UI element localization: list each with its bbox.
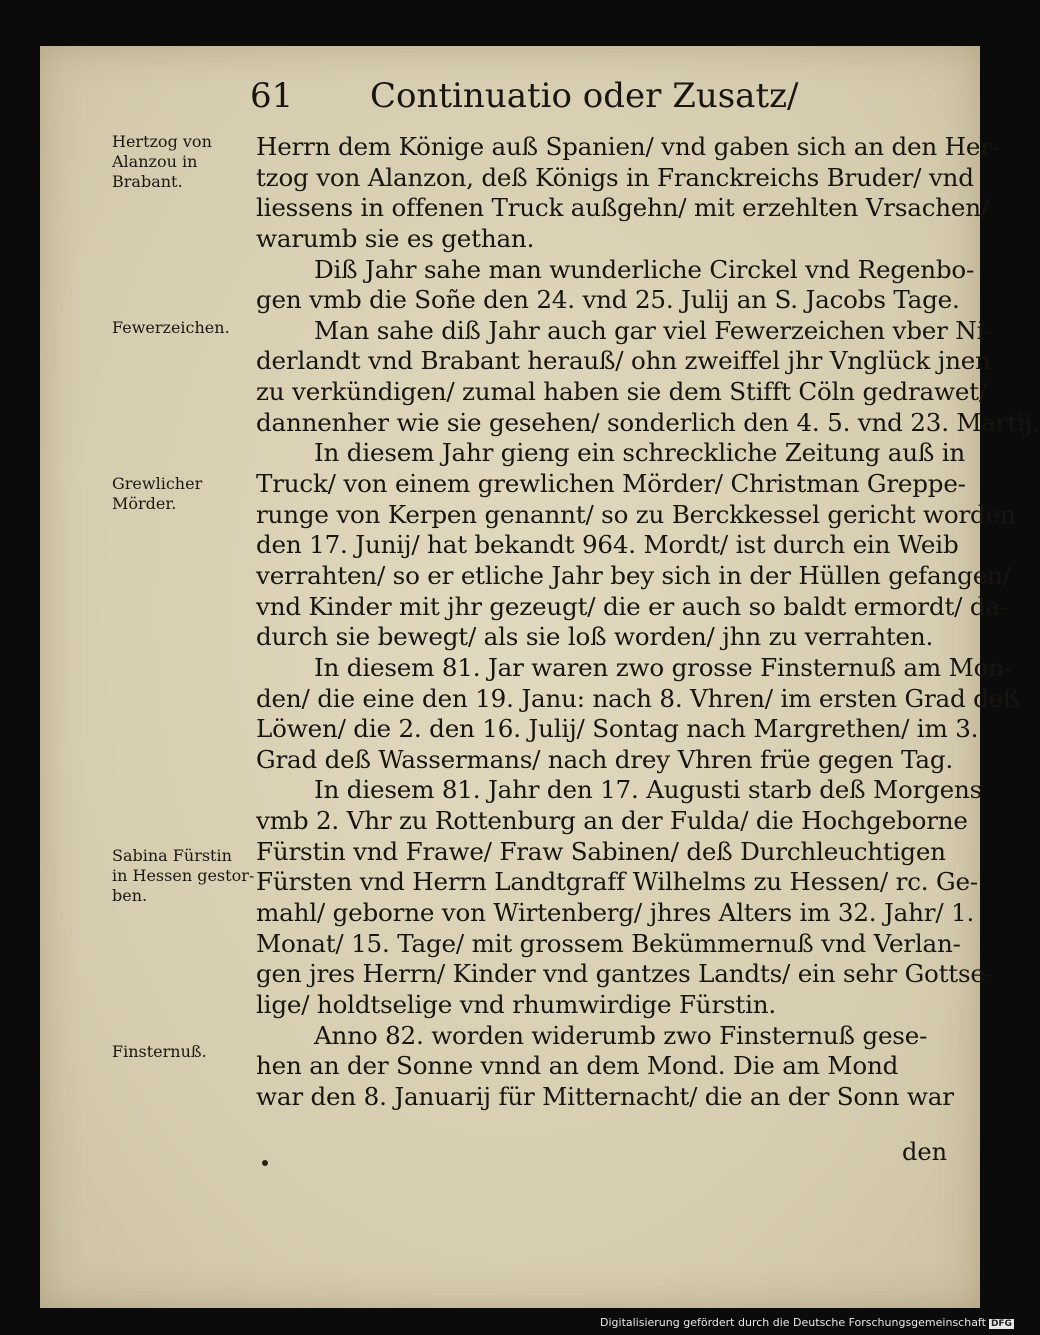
text-line: dannenher wie sie gesehen/ sonderlich den 4. 5. vnd 23. Martij. (256, 407, 1040, 437)
text-line: Monat/ 15. Tage/ mit grossem Bekümmernuß vnd Verlan- (256, 928, 961, 958)
margin-note-fewerzeichen (112, 318, 252, 338)
margin-note-alanzon (112, 132, 252, 192)
margin-note-line: Mörder. (112, 494, 177, 513)
margin-note-sabina (112, 846, 255, 906)
text-line: vnd Kinder mit jhr gezeugt/ die er auch so baldt ermordt/ da- (256, 591, 1008, 621)
text-line: Grad deß Wassermans/ nach drey Vhren früe gegen Tag. (256, 744, 953, 774)
margin-note-line: Grewlicher (112, 474, 203, 493)
digitization-footer (600, 1316, 1014, 1329)
margin-note-line: Brabant. (112, 172, 183, 191)
text-line: derlandt vnd Brabant herauß/ ohn zweiffel jhr Vnglück jnen (256, 346, 991, 376)
text-line: lige/ holdtselige vnd rhumwirdige Fürstin. (256, 989, 777, 1019)
text-line: gen vmb die Soñe den 24. vnd 25. Julij an S. Jacobs Tage. (256, 285, 960, 315)
margin-note-line: Fewerzeichen. (112, 318, 230, 337)
dfg-logo-icon: DFG (990, 1319, 1012, 1329)
page-header (250, 76, 799, 116)
margin-note-line: Hertzog von (112, 132, 212, 151)
text-line: warumb sie es gethan. (256, 223, 535, 253)
body-text (256, 132, 1040, 1113)
running-title: Continuatio oder Zusatz/ (370, 76, 799, 116)
margin-note-finsternuss (112, 1042, 252, 1062)
footer-credit: Digitalisierung gefördert durch die Deutsche Forschungsgemeinschaft (600, 1316, 986, 1329)
text-line: Anno 82. worden widerumb zwo Finsternuß gese- (314, 1020, 928, 1050)
text-line: In diesem Jahr gieng ein schreckliche Zeitung auß in (314, 438, 966, 468)
book-page (40, 46, 1040, 1308)
margin-note-line: in Hessen gestor- (112, 866, 255, 885)
margin-note-line: Sabina Fürstin (112, 846, 232, 865)
catchword: den (902, 1138, 948, 1166)
text-line: Truck/ von einem grewlichen Mörder/ Christman Greppe- (256, 469, 966, 499)
text-line: In diesem 81. Jahr den 17. Augusti starb deß Morgens (314, 775, 983, 805)
text-line: den 17. Junij/ hat bekandt 964. Mordt/ ist durch ein Weib (256, 530, 959, 560)
margin-note-line: Finsternuß. (112, 1042, 207, 1061)
text-line: hen an der Sonne vnnd an dem Mond. Die am Mond (256, 1051, 899, 1081)
text-line: vmb 2. Vhr zu Rottenburg an der Fulda/ die Hochgeborne (256, 806, 968, 836)
text-line: Löwen/ die 2. den 16. Julij/ Sontag nach Margrethen/ im 3. (256, 714, 979, 744)
text-line: In diesem 81. Jar waren zwo grosse Finsternuß am Mon- (314, 652, 1012, 682)
page-number: 61 (250, 76, 294, 116)
text-line: Fürsten vnd Herrn Landtgraff Wilhelms zu Hessen/ rc. Ge- (256, 867, 978, 897)
text-line: Diß Jahr sahe man wunderliche Circkel vnd Regenbo- (314, 254, 975, 284)
text-line: war den 8. Januarij für Mitternacht/ die an der Sonn war (256, 1081, 954, 1111)
text-line: Fürstin vnd Frawe/ Fraw Sabinen/ deß Durchleuchtigen (256, 836, 946, 866)
text-line: den/ die eine den 19. Janu: nach 8. Vhren/ im ersten Grad deß (256, 683, 1020, 713)
text-line: tzog von Alanzon, deß Königs in Franckreichs Bruder/ vnd (256, 162, 974, 192)
text-line: liessens in offenen Truck außgehn/ mit erzehlten Vrsachen/ (256, 193, 990, 223)
margin-note-line: Alanzou in (112, 152, 198, 171)
text-line: Herrn dem Könige auß Spanien/ vnd gaben sich an den Her- (256, 132, 1000, 161)
margin-note-moerder (112, 474, 252, 514)
margin-note-line: ben. (112, 886, 148, 905)
text-line: verrahten/ so er etliche Jahr bey sich in der Hüllen gefangen/ (256, 560, 1011, 590)
text-line: durch sie bewegt/ als sie loß worden/ jhn zu verrahten. (256, 622, 934, 652)
text-line: zu verkündigen/ zumal haben sie dem Stifft Cöln gedrawet/ (256, 377, 987, 407)
text-line: mahl/ geborne von Wirtenberg/ jhres Alters im 32. Jahr/ 1. (256, 898, 975, 928)
ink-dot (262, 1160, 268, 1166)
text-line: Man sahe diß Jahr auch gar viel Fewerzeichen vber Ni- (314, 315, 993, 345)
text-line: runge von Kerpen genannt/ so zu Berckkessel gericht worden (256, 499, 1016, 529)
text-line: gen jres Herrn/ Kinder vnd gantzes Landts/ ein sehr Gottse- (256, 959, 993, 989)
